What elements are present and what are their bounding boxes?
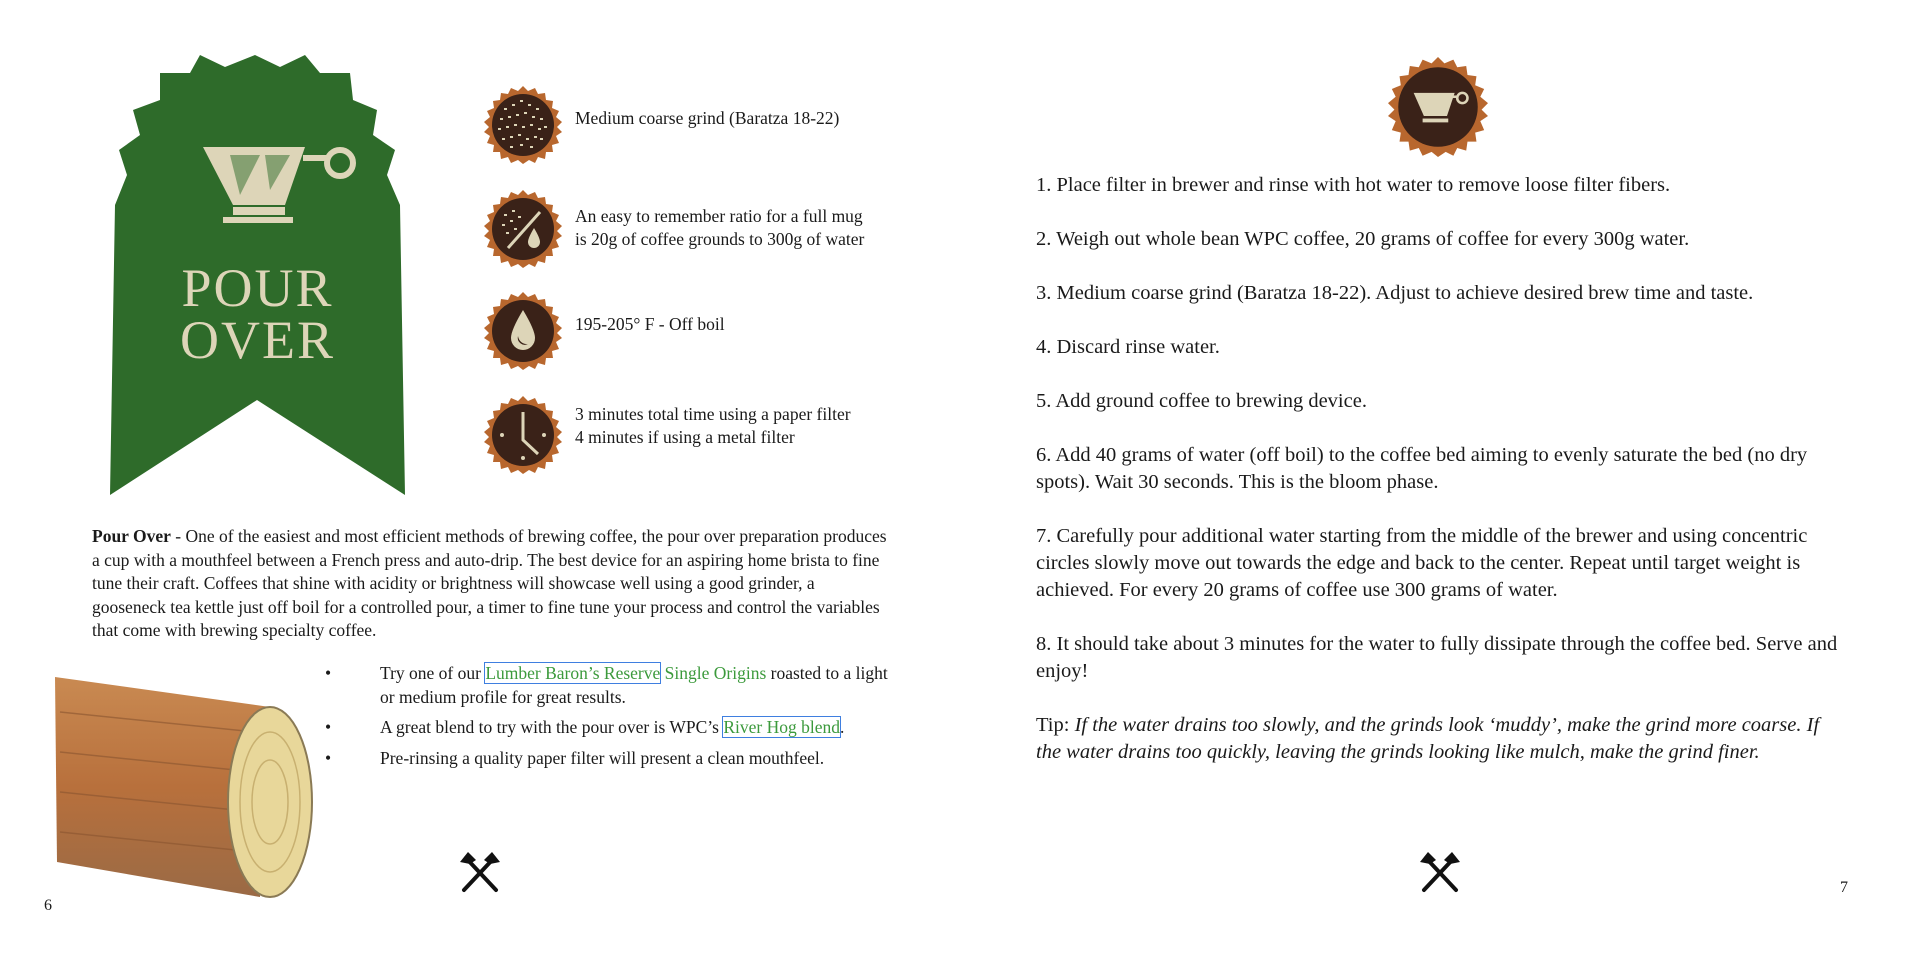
- single-origins-link[interactable]: Single Origins: [660, 663, 767, 683]
- spec-ratio: [575, 205, 864, 251]
- bullet: •: [325, 717, 332, 737]
- description-body: - One of the easiest and most efficient methods of brewing coffee, the pour over preparation produces a cup with a mouthfeel between a French press and auto-drip. The best device for an aspiring home brista to fine tune their craft. Coffees that shine with acidity or brightness will showcase well using a good grinder, a gooseneck tea kettle just off boil for a controlled pour, a timer to fine tune your process and control the variables that come with brewing specialty coffee.: [92, 526, 887, 640]
- bullet: •: [325, 663, 332, 683]
- bullet-text: Try one of our: [380, 663, 486, 683]
- crossed-axes-icon: [458, 850, 502, 894]
- tip-label: Tip:: [1036, 714, 1075, 736]
- description-title: Pour Over: [92, 526, 171, 546]
- bullet-text: A great blend to try with the pour over is WPC’s: [380, 717, 724, 737]
- step-2: 2. Weigh out whole bean WPC coffee, 20 grams of coffee for every 300g water.: [1036, 228, 1690, 250]
- step-7: 7. Carefully pour additional water starting from the middle of the brewer and using concentric circles slowly move out towards the edge and back to the center. Repeat until target weight is achieved. For every 20 grams of coffee use 300 grams of water.: [1036, 525, 1808, 601]
- tip: [1036, 712, 1846, 766]
- brewing-steps: [1036, 172, 1846, 766]
- lumber-barons-reserve-link[interactable]: Lumber Baron’s Reserve: [485, 663, 661, 683]
- ribbon-title-line2: OVER: [180, 310, 335, 370]
- spec-time-line1: 3 minutes total time using a paper filter: [575, 404, 851, 424]
- step-8: 8. It should take about 3 minutes for the water to fully dissipate through the coffee bed. Serve and enjoy!: [1036, 633, 1838, 682]
- spec-time-line2: 4 minutes if using a metal filter: [575, 427, 795, 447]
- bullet-text: .: [839, 717, 845, 737]
- spec-ratio-line2: is 20g of coffee grounds to 300g of water: [575, 229, 865, 249]
- ratio-icon: [484, 190, 562, 268]
- tip-text: If the water drains too slowly, and the grinds look ‘muddy’, make the grind more coarse. If the water drains too quickly, leaving the grinds looking like mulch, make the grind finer.: [1036, 714, 1820, 763]
- clock-icon: [484, 396, 562, 474]
- water-drop-icon: [484, 292, 562, 370]
- ribbon-title: [105, 258, 410, 370]
- spec-time: [575, 403, 851, 449]
- crossed-axes-icon: [1418, 850, 1462, 894]
- step-6: 6. Add 40 grams of water (off boil) to the coffee bed aiming to evenly saturate the bed (no dry spots). Wait 30 seconds. This is the bloom phase.: [1036, 444, 1808, 493]
- list-item: [325, 662, 905, 709]
- bullet: •: [325, 747, 332, 768]
- pour-over-description: [92, 525, 887, 643]
- step-1: 1. Place filter in brewer and rinse with hot water to remove loose filter fibers.: [1036, 174, 1671, 196]
- spec-grind: Medium coarse grind (Baratza 18-22): [575, 108, 840, 128]
- list-item: [325, 716, 905, 740]
- step-4: 4. Discard rinse water.: [1036, 336, 1220, 358]
- ribbon-title-line1: POUR: [181, 258, 334, 318]
- step-3: 3. Medium coarse grind (Baratza 18-22). Adjust to achieve desired brew time and taste.: [1036, 282, 1754, 304]
- bullet-text: roasted to a light or medium profile for great results.: [380, 663, 888, 707]
- spec-temperature: 195-205° F - Off boil: [575, 314, 725, 334]
- bullet-text: Pre-rinsing a quality paper filter will present a clean mouthfeel.: [380, 747, 825, 768]
- list-item: [325, 747, 905, 771]
- page-number-left: 6: [44, 897, 52, 914]
- pour-over-dripper-badge-icon: [1388, 57, 1488, 157]
- tips-list: [325, 662, 905, 777]
- spec-ratio-line1: An easy to remember ratio for a full mug: [575, 206, 863, 226]
- log-illustration: [55, 672, 315, 902]
- grind-icon: [484, 86, 562, 164]
- step-5: 5. Add ground coffee to brewing device.: [1036, 390, 1367, 412]
- river-hog-blend-link[interactable]: River Hog blend: [723, 717, 840, 737]
- page-number-right: 7: [1840, 879, 1848, 896]
